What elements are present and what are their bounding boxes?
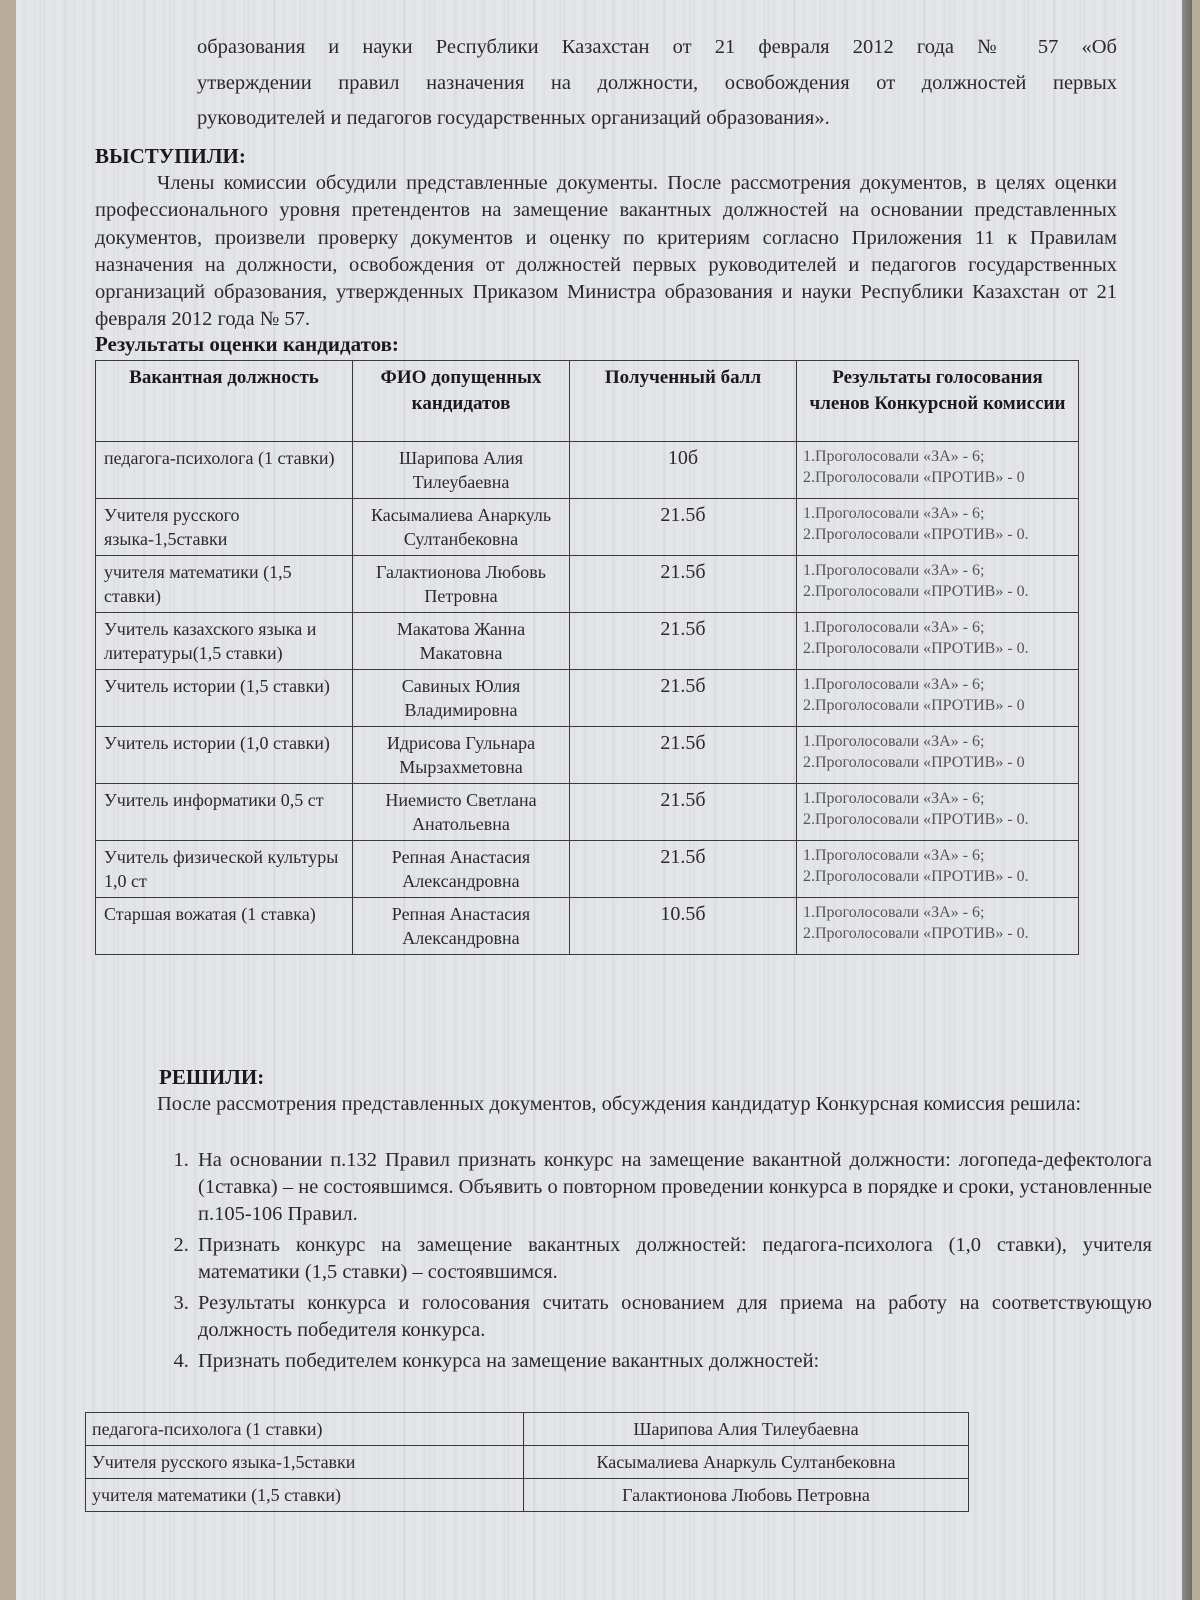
cell-candidate-name: Галактионова Любовь Петровна [353, 556, 570, 613]
cell-candidate-name: Идрисова Гульнара Мырзахметовна [353, 727, 570, 784]
table-row [96, 841, 1079, 898]
vote-for: 1.Проголосовали «ЗА» - 6; [803, 847, 985, 864]
decided-heading: РЕШИЛИ: [159, 1065, 265, 1089]
cell-candidate-name: Репная Анастасия Александровна [353, 898, 570, 955]
cell-score: 21.5б [570, 613, 797, 670]
cell-position: педагога-психолога (1 ставки) [96, 442, 353, 499]
winner-position: педагога-психолога (1 ставки) [86, 1413, 524, 1446]
page-edge-shadow [1182, 0, 1192, 1600]
vote-against: 2.Проголосовали «ПРОТИВ» - 0. [803, 583, 1029, 600]
intro-line-2: утверждении правил назначения на должности, освобождения от должностей первых [197, 72, 1117, 94]
winner-row [86, 1413, 969, 1446]
vote-against: 2.Проголосовали «ПРОТИВ» - 0. [803, 526, 1029, 543]
results-table [95, 360, 1079, 955]
winner-name: Касымалиева Анаркуль Султанбековна [524, 1446, 969, 1479]
decision-item: 2. Признать конкурс на замещение вакантных должностей: педагога-психолога (1,0 ставки), учителя математики (1,5 ставки) – состоявшимся. [194, 1232, 1152, 1286]
winner-position: учителя математики (1,5 ставки) [86, 1479, 524, 1512]
table-row [96, 499, 1079, 556]
cell-position: Учитель истории (1,5 ставки) [96, 670, 353, 727]
cell-vote-result [797, 670, 1079, 727]
cell-vote-result [797, 556, 1079, 613]
col-header-name: ФИО допущенных кандидатов [353, 361, 570, 442]
cell-score: 21.5б [570, 841, 797, 898]
intro-line-1: образования и науки Республики Казахстан от 21 февраля 2012 года № 57 «Об [197, 36, 1117, 58]
cell-candidate-name: Ниемисто Светлана Анатольевна [353, 784, 570, 841]
table-row [96, 727, 1079, 784]
winner-row [86, 1446, 969, 1479]
intro-line-3: руководителей и педагогов государственных организаций образования». [197, 107, 830, 129]
winners-table [85, 1412, 969, 1512]
cell-vote-result [797, 499, 1079, 556]
vote-against: 2.Проголосовали «ПРОТИВ» - 0 [803, 697, 1025, 714]
cell-score: 21.5б [570, 727, 797, 784]
vote-against: 2.Проголосовали «ПРОТИВ» - 0. [803, 640, 1029, 657]
vote-for: 1.Проголосовали «ЗА» - 6; [803, 790, 985, 807]
cell-vote-result [797, 898, 1079, 955]
vote-against: 2.Проголосовали «ПРОТИВ» - 0. [803, 811, 1029, 828]
winner-row [86, 1479, 969, 1512]
cell-candidate-name: Репная Анастасия Александровна [353, 841, 570, 898]
vote-against: 2.Проголосовали «ПРОТИВ» - 0 [803, 754, 1025, 771]
cell-position: Учитель казахского языка и литературы(1,5 ставки) [96, 613, 353, 670]
spoke-heading: ВЫСТУПИЛИ: [95, 144, 246, 168]
cell-vote-result [797, 613, 1079, 670]
vote-for: 1.Проголосовали «ЗА» - 6; [803, 733, 985, 750]
winner-name: Галактионова Любовь Петровна [524, 1479, 969, 1512]
decision-item: 3. Результаты конкурса и голосования считать основанием для приема на работу на соответствующую должность победителя конкурса. [194, 1290, 1152, 1344]
results-heading: Результаты оценки кандидатов: [95, 332, 399, 356]
cell-candidate-name: Касымалиева Анаркуль Султанбековна [353, 499, 570, 556]
vote-for: 1.Проголосовали «ЗА» - 6; [803, 676, 985, 693]
decision-item: 4. Признать победителем конкурса на замещение вакантных должностей: [194, 1348, 1152, 1375]
cell-vote-result [797, 442, 1079, 499]
table-header-row [96, 361, 1079, 442]
cell-position: Учителя русского языка-1,5ставки [96, 499, 353, 556]
winner-name: Шарипова Алия Тилеубаевна [524, 1413, 969, 1446]
cell-candidate-name: Савиных Юлия Владимировна [353, 670, 570, 727]
vote-for: 1.Проголосовали «ЗА» - 6; [803, 904, 985, 921]
table-row [96, 784, 1079, 841]
cell-score: 21.5б [570, 556, 797, 613]
table-row [96, 442, 1079, 499]
cell-score: 21.5б [570, 784, 797, 841]
col-header-score: Полученный балл [570, 361, 797, 442]
vote-against: 2.Проголосовали «ПРОТИВ» - 0. [803, 925, 1029, 942]
table-row [96, 670, 1079, 727]
cell-candidate-name: Шарипова Алия Тилеубаевна [353, 442, 570, 499]
vote-against: 2.Проголосовали «ПРОТИВ» - 0 [803, 469, 1025, 486]
cell-position: Учитель информатики 0,5 ст [96, 784, 353, 841]
cell-score: 21.5б [570, 670, 797, 727]
vote-for: 1.Проголосовали «ЗА» - 6; [803, 448, 985, 465]
cell-position: Учитель истории (1,0 ставки) [96, 727, 353, 784]
decision-item: 1. На основании п.132 Правил признать конкурс на замещение вакантной должности: логопеда-дефектолога (1ставка) – не состоявшимся. Объявить о повторном проведении конкурса в порядке и сроки, установленные п.105-106 Правил. [194, 1147, 1152, 1228]
decided-paragraph: После рассмотрения представленных документов, обсуждения кандидатур Конкурсная комиссия решила: [157, 1093, 1082, 1115]
winner-position: Учителя русского языка-1,5ставки [86, 1446, 524, 1479]
spoke-paragraph: Члены комиссии обсудили представленные документы. После рассмотрения документов, в целях оценки профессионального уровня претендентов на замещение вакантных должностей на основании представленных документов, произвели проверку документов и оценку по критериям согласно Приложения 11 к Правилам назначения на должности, освобождения от должностей первых руководителей и педагогов государственных организаций образования, утвержденных Приказом Министра образования и науки Республики Казахстан от 21 февраля 2012 года № 57. [95, 172, 1117, 331]
col-header-position: Вакантная должность [96, 361, 353, 442]
cell-vote-result [797, 784, 1079, 841]
cell-position: учителя математики (1,5 ставки) [96, 556, 353, 613]
table-row [96, 613, 1079, 670]
cell-score: 21.5б [570, 499, 797, 556]
table-row [96, 556, 1079, 613]
vote-against: 2.Проголосовали «ПРОТИВ» - 0. [803, 868, 1029, 885]
document-page [16, 0, 1192, 1600]
cell-score: 10.5б [570, 898, 797, 955]
cell-vote-result [797, 841, 1079, 898]
col-header-vote: Результаты голосования членов Конкурсной комиссии [797, 361, 1079, 442]
vote-for: 1.Проголосовали «ЗА» - 6; [803, 505, 985, 522]
cell-score: 10б [570, 442, 797, 499]
cell-vote-result [797, 727, 1079, 784]
vote-for: 1.Проголосовали «ЗА» - 6; [803, 619, 985, 636]
cell-position: Учитель физической культуры 1,0 ст [96, 841, 353, 898]
cell-position: Старшая вожатая (1 ставка) [96, 898, 353, 955]
cell-candidate-name: Макатова Жанна Макатовна [353, 613, 570, 670]
table-row [96, 898, 1079, 955]
decisions-list [154, 1147, 1152, 1379]
vote-for: 1.Проголосовали «ЗА» - 6; [803, 562, 985, 579]
